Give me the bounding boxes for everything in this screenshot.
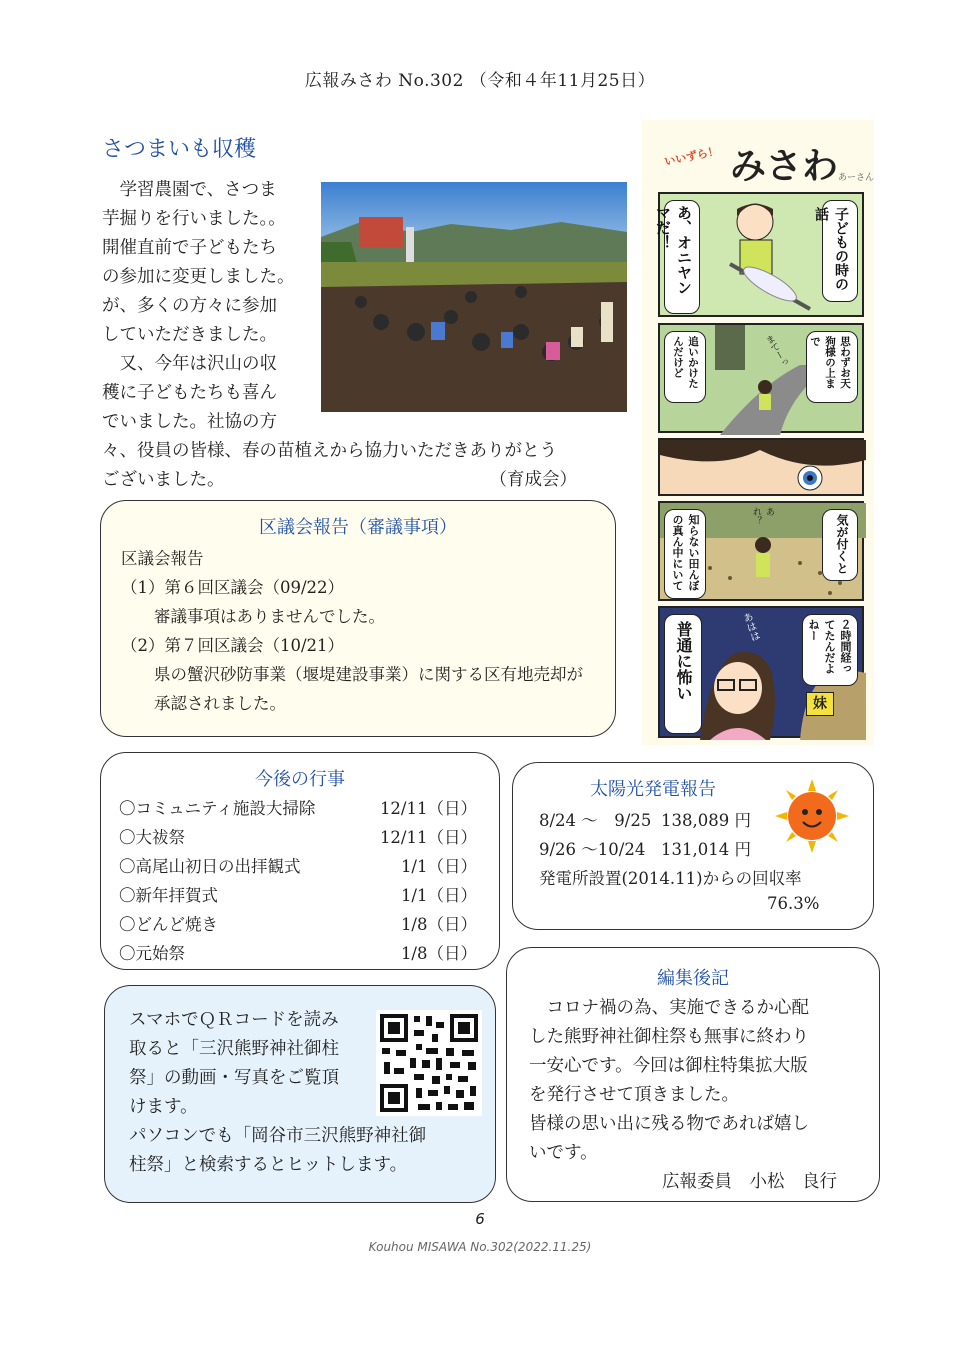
manga-shout: あ、オニヤンマだ！ — [654, 205, 693, 295]
qr-note-line: 祭」の動画・写真をご覧頂 — [129, 1068, 339, 1088]
solar-period: 9/26 ～10/24 — [539, 840, 646, 859]
event-name: 〇コミュニティ施設大掃除 — [119, 799, 316, 818]
qr-note-line: 柱祭」と検索するとヒットします。 — [129, 1155, 408, 1175]
event-date: 1/8（日） — [400, 915, 477, 934]
editor-line: 一安心です。今回は御柱特集拡大版 — [529, 1056, 808, 1076]
editor-line: を発行させて頂きました。 — [529, 1085, 739, 1105]
qr-note-line: 取ると「三沢熊野神社御柱 — [129, 1039, 339, 1059]
event-date: 12/11（日） — [379, 828, 477, 847]
solar-rate: 76.3% — [767, 894, 820, 913]
article-line: していただきました。 — [102, 325, 277, 345]
manga-panel-2 — [658, 323, 864, 433]
qr-code[interactable] — [376, 1010, 482, 1116]
editor-note-box — [506, 947, 880, 1202]
editor-line: いです。 — [529, 1143, 598, 1163]
article-line: 開催直前で子どもたち — [102, 238, 277, 258]
manga-strip — [642, 120, 874, 745]
council-line: 区議会報告 — [121, 549, 204, 568]
manga-caption-5: 知らない田んぼの真ん中にいて — [671, 514, 700, 591]
article-line: 芋掘りを行いました。。 — [102, 209, 286, 229]
manga-speech: ２時間経ってたんだよねー — [807, 619, 852, 674]
solar-title: 太陽光発電報告 — [590, 779, 716, 800]
event-name: 〇高尾山初日の出拝観式 — [119, 857, 301, 876]
article-title: さつまいも収穫 — [102, 137, 257, 162]
qr-note-line: スマホでＱＲコードを読み — [129, 1010, 339, 1030]
manga-panel-1 — [654, 192, 864, 317]
editor-line: コロナ禍の為、実施できるか心配 — [529, 998, 809, 1018]
manga-panel-3 — [658, 438, 864, 496]
event-date: 1/1（日） — [400, 857, 477, 876]
article-credit: （育成会） — [489, 470, 577, 490]
manga-sfx-are: あれ？ — [751, 507, 774, 525]
solar-note: 発電所設置(2014.11)からの回収率 — [539, 869, 802, 888]
article-line: の参加に変更しました。 — [102, 267, 295, 287]
council-line: 県の蟹沢砂防事業（堰堤建設事業）に関する区有地売却が — [121, 665, 583, 684]
event-name: 〇新年拝賀式 — [119, 886, 218, 905]
manga-panel-4 — [658, 501, 864, 601]
council-report-box — [100, 500, 616, 737]
manga-sfx-chase: まてーっ — [762, 333, 790, 370]
manga-author: あーさん — [838, 173, 875, 183]
manga-sfx-laugh: あはは — [739, 611, 761, 644]
editor-line: 皆様の思い出に残る物であれば嬉し — [529, 1114, 809, 1134]
article-line: でいました。社協の方 — [102, 412, 277, 432]
event-date: 1/1（日） — [400, 886, 477, 905]
harvest-photo — [321, 182, 627, 412]
article-line: が、多くの方々に参加 — [102, 296, 277, 316]
solar-report-box — [512, 762, 874, 930]
manga-panel-5 — [658, 606, 864, 738]
council-line: 承認されました。 — [121, 694, 286, 713]
solar-amount: 131,014 円 — [661, 840, 751, 859]
editor-line: した熊野神社御柱祭も無事に終わり — [529, 1027, 809, 1047]
manga-caption-2: 思わずお天狗様の上まで — [809, 336, 851, 389]
qr-note-line: けます。 — [129, 1097, 198, 1117]
article-line: 々、役員の皆様、春の苗植えから協力いただきありがとう — [102, 441, 557, 461]
events-box — [100, 752, 500, 970]
event-date: 12/11（日） — [379, 799, 477, 818]
article-line: 又、今年は沢山の収 — [102, 354, 277, 374]
page-number: 6 — [475, 1210, 485, 1228]
event-name: 〇どんど焼き — [119, 915, 218, 934]
event-name: 〇大祓祭 — [119, 828, 185, 847]
event-date: 1/8（日） — [400, 944, 477, 963]
sun-icon — [775, 779, 849, 853]
article-last-line: ございました。 — [102, 470, 225, 490]
page-header: 広報みさわ No.302 （令和４年11月25日） — [304, 71, 656, 91]
manga-reply: 普通に怖い — [674, 621, 693, 701]
council-line: （2）第７回区議会（10/21） — [121, 636, 345, 655]
manga-caption-4: 気が付くと — [835, 514, 849, 574]
solar-period: 8/24 ～ 9/25 — [539, 811, 652, 830]
manga-title: みさわ — [730, 146, 839, 187]
event-name: 〇元始祭 — [119, 944, 185, 963]
manga-caption-1: 子どもの時の話 — [813, 207, 849, 291]
manga-caption-3: 追いかけたんだけど — [672, 336, 699, 389]
events-title: 今後の行事 — [255, 769, 345, 790]
manga-title-small: いいずら！ — [663, 144, 720, 169]
article-line: 穫に子どもたちも喜ん — [102, 383, 277, 403]
editor-signature: 広報委員 小松 良行 — [662, 1172, 837, 1192]
council-line: （1）第６回区議会（09/22） — [121, 578, 345, 597]
footer-text: Kouhou MISAWA No.302(2022.11.25) — [368, 1240, 592, 1254]
qr-note-line: パソコンでも「岡谷市三沢熊野神社御 — [129, 1126, 427, 1146]
council-line: 審議事項はありませんでした。 — [121, 607, 385, 626]
article-line: 学習農園で、さつま — [102, 180, 277, 200]
council-title: 区議会報告（審議事項） — [259, 517, 457, 538]
article-line — [102, 466, 577, 495]
manga-tag-sister: 妹 — [806, 692, 834, 716]
editor-title: 編集後記 — [657, 968, 729, 989]
solar-amount: 138,089 円 — [661, 811, 751, 830]
